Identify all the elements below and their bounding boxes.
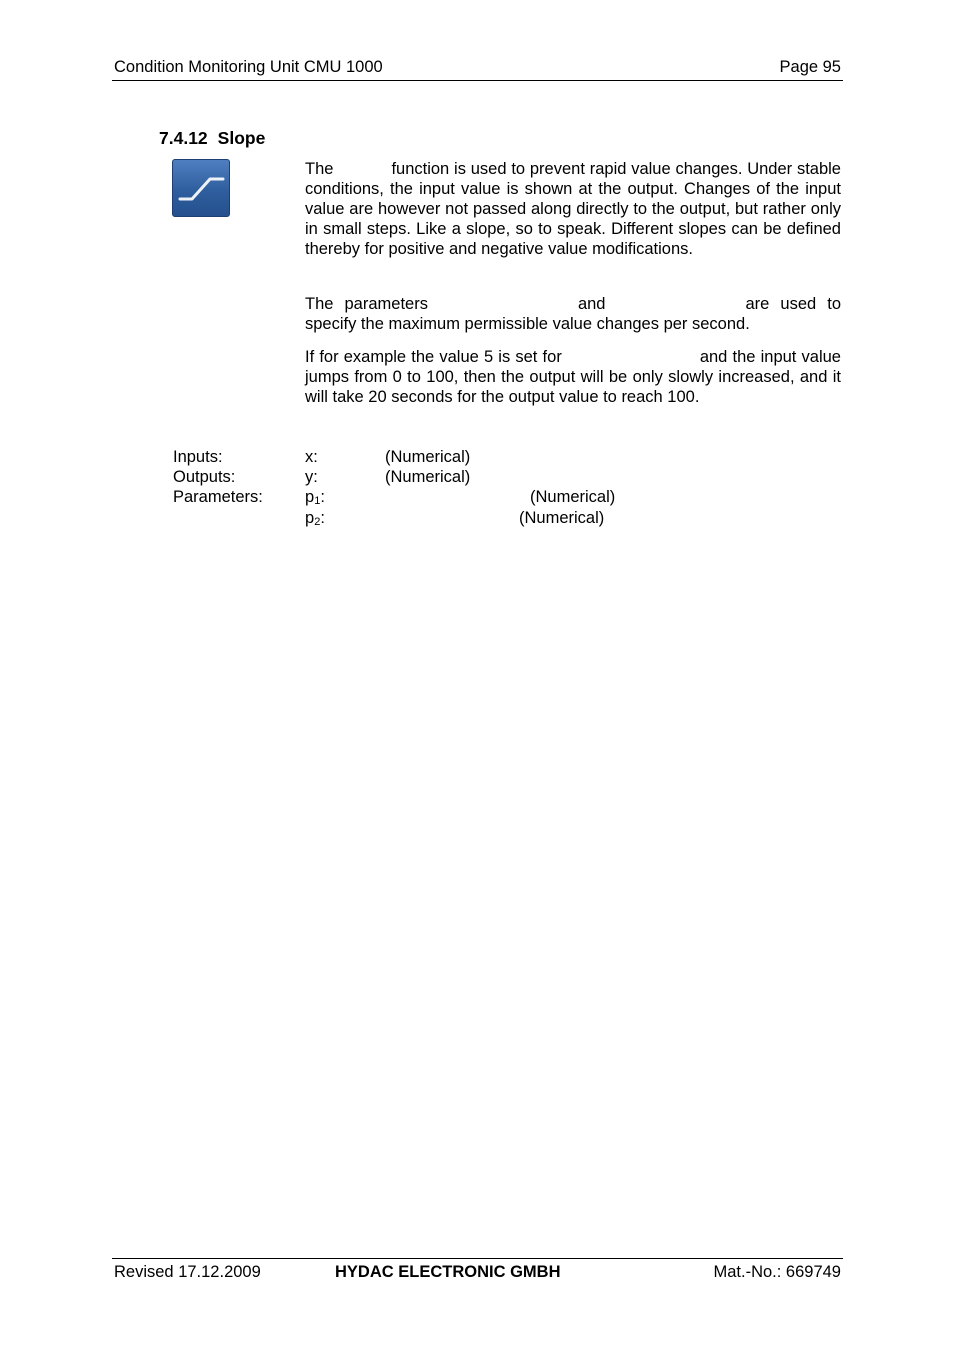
description-paragraph-3: If for example the value 5 is set for and the input value jumps from 0 to 100, then the output will be only slowly increased, and it will take 20 seconds for the output value to reach 100. <box>305 348 841 407</box>
description-paragraph-2: The parameters and are used to specify the maximum permissible value changes per second. <box>305 295 841 334</box>
param2-key: $p_2$: <box>305 509 325 528</box>
description-paragraph-1: The function is used to prevent rapid value changes. Under stable conditions, the input value is shown at the output. Changes of the input value are however not passed along directly to the output, but rather only in small steps. Like a slope, so to speak. Different slopes can be defined thereby for positive and negative value modifications. <box>305 160 841 259</box>
section-heading <box>159 128 265 149</box>
material-number: Mat.-No.: 669749 <box>713 1263 841 1281</box>
section-number: 7.4.12 <box>159 128 208 148</box>
input-type: (Numerical) <box>385 448 471 466</box>
input-key: x: <box>305 448 318 466</box>
output-type: (Numerical) <box>385 468 471 486</box>
page-footer <box>112 1258 843 1287</box>
param2-type: (Numerical) <box>519 509 605 527</box>
document-title: Condition Monitoring Unit CMU 1000 <box>114 58 383 76</box>
section-title: Slope <box>217 128 266 148</box>
param1-type: (Numerical) <box>530 488 616 506</box>
param1-key: $p_1$: <box>305 488 325 507</box>
inputs-label: Inputs: <box>173 448 223 466</box>
slope-icon <box>172 159 230 217</box>
output-key: y: <box>305 468 318 486</box>
outputs-label: Outputs: <box>173 468 236 486</box>
company-name: HYDAC ELECTRONIC GMBH <box>335 1263 561 1281</box>
page-number: Page 95 <box>779 58 841 76</box>
page-header <box>112 58 843 81</box>
revision-date: Revised 17.12.2009 <box>114 1263 261 1281</box>
parameters-label: Parameters: <box>173 488 263 506</box>
